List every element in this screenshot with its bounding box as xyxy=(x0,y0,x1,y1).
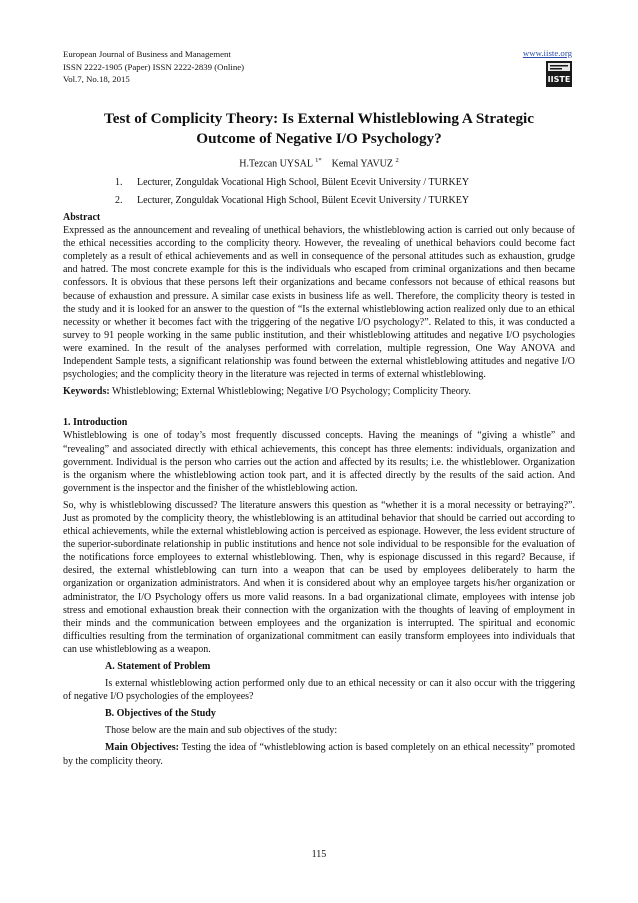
intro-paragraph-1: Whistleblowing is one of today’s most frequently discussed concepts. Having the meanings of “giving a whistle” and “revealing” and associated directly with ethical achievements, this concept has three elements: individuals, organization and government. Individual is the person who carries out the action and affected by its results; i.e. the whistleblower. Organization is the organism where the whistleblowing action took part, and it is affected directly by the results of the said action. And government is the inspector and the finisher of the whistleblowing action. xyxy=(63,430,575,494)
affiliation-text: Lecturer, Zonguldak Vocational High School, Bülent Ecevit University / TURKEY xyxy=(137,177,470,188)
author-2-superscript: 2 xyxy=(395,157,399,164)
main-objectives-label: Main Objectives: xyxy=(105,742,179,754)
volume-line: Vol.7, No.18, 2015 xyxy=(63,74,130,84)
statement-of-problem-heading: A. Statement of Problem xyxy=(105,661,211,672)
affiliation-2 xyxy=(115,195,469,206)
main-objectives-text: Testing the idea of “whistleblowing action is based completely on an ethical necessity” promoted by the complicity theory. xyxy=(63,742,576,767)
abstract-text: Expressed as the announcement and revealing of unethical behaviors, the whistleblowing action is carried out only because of the ethical necessities according to the complicity theory. However, the revealing of unethical behaviors could become fact completely as a result of ethical achievements and as well in consequence of the personal attitudes such as exhaustion, grudge and hatred. The most concrete example for this is the individuals who escaped from criminal organizations and then became confessors. It is obvious that these persons left their organizations and became confessors not because of ethical reasons but because of exhaustion and pressure. A similar case exists in business life as well. Therefore, the complicity theory is tested in the study and it is looked for an answer to the question of “Is the external whistleblowing action realized only due to an ethical necessity or whether it becomes fact with the triggering of the negative I/O psychology?”. Related to this, it was conducted a survey to 91 people working in the same public institution, and their whistleblowing attitudes and negative I/O psychologies were examined. In the result of the analyses performed with correlation, multiple regression, One Way ANOVA and Independent Sample tests, a significant relationship was found between the external whistleblowing attitudes and negative I/O psychologies; and the complicity theory in the literature was rejected in terms of external whistleblowing. xyxy=(63,225,575,381)
issn-line: ISSN 2222-1905 (Paper) ISSN 2222-2839 (Online) xyxy=(63,61,245,72)
paper-title xyxy=(63,109,575,149)
iiste-logo xyxy=(546,61,572,87)
svg-text:IISTE: IISTE xyxy=(547,75,571,84)
keywords-line xyxy=(63,385,575,398)
author-1-superscript: 1* xyxy=(315,157,322,164)
journal-header xyxy=(63,48,244,86)
objectives-intro: Those below are the main and sub objectives of the study: xyxy=(105,725,338,737)
affiliation-number: 2. xyxy=(115,195,123,206)
affiliation-1 xyxy=(115,177,469,188)
keywords-label: Keywords: xyxy=(63,386,110,398)
abstract-heading: Abstract xyxy=(63,212,101,223)
intro-paragraph-2: So, why is whistleblowing discussed? The literature answers this question as “whether it is a moral necessity or betraying?”. Just as promoted by the complicity theory, the whistleblowing is an attitudinal behavior that should be carried out according to ethical achievements, while the external whistleblowing action is perceived as espionage. However, the less evident structure of the superior-subordinate relationship in public institutions and hence not sole individual to be responsible for the evaluation of the notifications force employees to external whistleblowing. Then, why is espionage discussed in this regard? Because, if desired, the external whistleblowing can turn into a weapon that can be used by employees deliberately to harm the organization or organization administrators. And when it is considered about why an employee targets his/her organization or administrator, the I/O Psychology offers us more valid reasons. In a bad organizational climate, employees with intense job stress and emotional exhaustion break their connection with the organization with the thoughts of leaving of employment in their minds and the communication between employees and the organization is interrupted. The spiritual and economic difficulties resulting from the termination of organizational commitment can easily transform employees into individuals that can use whistleblowing as a weapon. xyxy=(63,499,575,655)
objectives-heading: B. Objectives of the Study xyxy=(105,708,216,720)
introduction-heading: 1. Introduction xyxy=(63,417,128,429)
title-line-1: Test of Complicity Theory: Is External Whistleblowing A Strategic xyxy=(103,110,535,127)
journal-name: European Journal of Business and Management xyxy=(63,49,231,59)
title-line-2: Outcome of Negative I/O Psychology? xyxy=(196,130,442,147)
statement-of-problem-text: Is external whistleblowing action performed only due to an ethical necessity or can it also occur with the triggering of negative I/O psychologies of the employees? xyxy=(63,678,575,703)
paper-body xyxy=(63,211,575,768)
journal-url-link[interactable]: www.iiste.org xyxy=(522,48,572,58)
page-number: 115 xyxy=(311,849,327,860)
author-1: H.Tezcan UYSAL xyxy=(239,158,313,170)
affiliation-number: 1. xyxy=(115,177,123,188)
main-objectives xyxy=(63,741,575,767)
keywords-text: Whistleblowing; External Whistleblowing; Negative I/O Psychology; Complicity Theory. xyxy=(109,386,471,398)
affiliation-text: Lecturer, Zonguldak Vocational High School, Bülent Ecevit University / TURKEY xyxy=(137,195,470,206)
author-2: Kemal YAVUZ xyxy=(331,158,393,170)
author-line xyxy=(63,157,575,169)
